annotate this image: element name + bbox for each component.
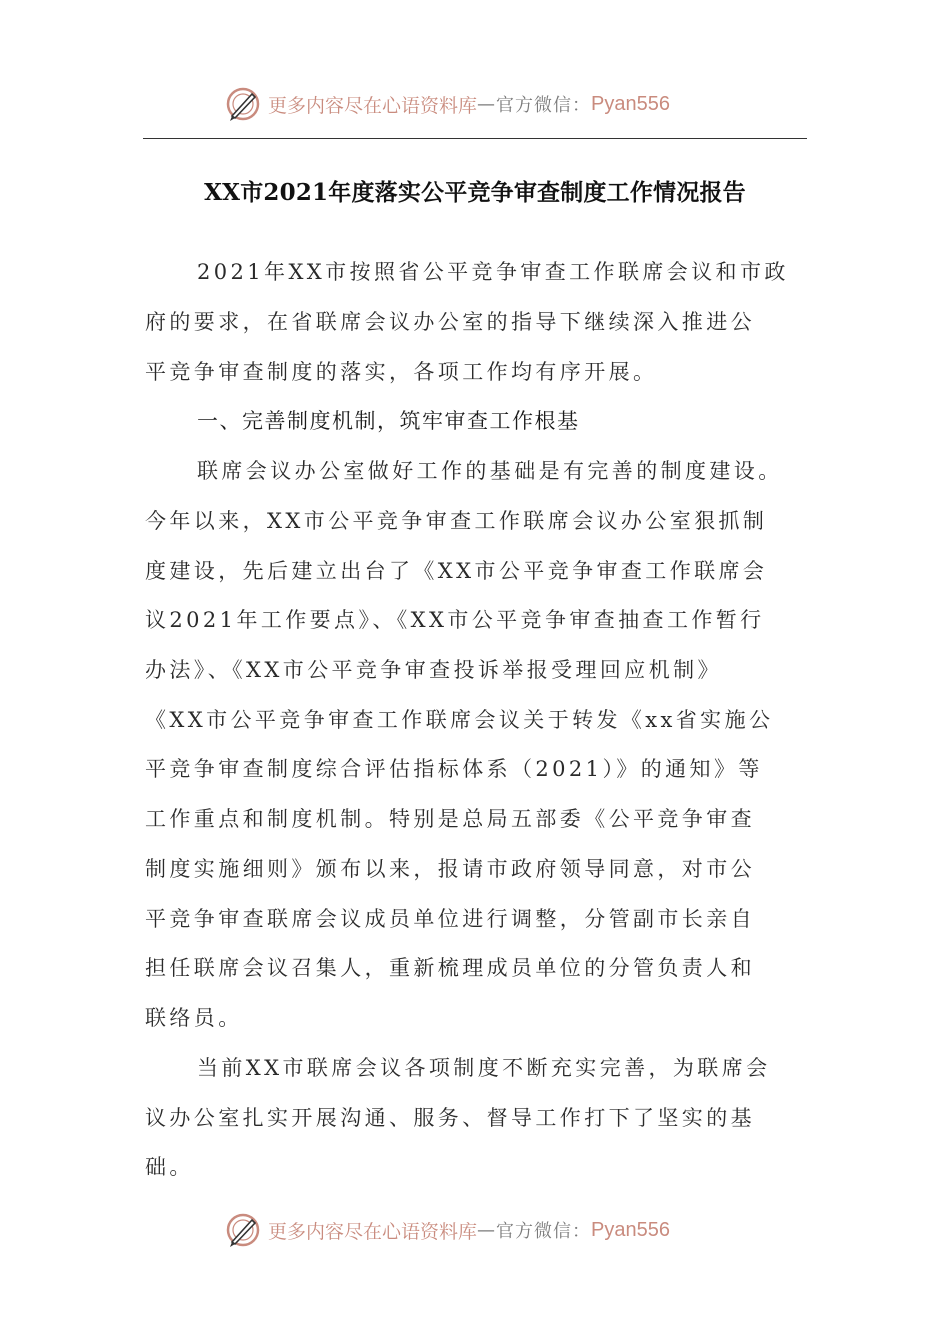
paragraph-2-line: 议2021年工作要点》、《XX市公平竞争审查抽查工作暂行: [145, 608, 765, 632]
footer-watermark-banner: [224, 1210, 744, 1250]
paragraph-3-line: 础。: [145, 1155, 194, 1179]
section-1-heading: 一、完善制度机制，筑牢审查工作根基: [197, 409, 580, 433]
paragraph-1-line: 府的要求，在省联席会议办公室的指导下继续深入推进公: [145, 310, 755, 334]
paragraph-2-line: 度建设，先后建立出台了《XX市公平竞争审查工作联席会: [145, 559, 768, 583]
paragraph-2-line: 《XX市公平竞争审查工作联席会议关于转发《xx省实施公: [145, 708, 774, 732]
banner-brand-text: 更多内容尽在心语资料库: [268, 94, 478, 117]
banner-dash: —: [477, 1219, 497, 1241]
banner-wechat-id: Pyan556: [591, 1218, 670, 1241]
paragraph-2-line: 平竞争审查联席会议成员单位进行调整，分管副市长亲自: [145, 907, 755, 931]
paragraph-2-line: 今年以来，XX市公平竞争审查工作联席会议办公室狠抓制: [145, 509, 768, 533]
banner-dash: —: [477, 93, 497, 115]
paragraph-2-line: 制度实施细则》颁布以来，报请市政府领导同意，对市公: [145, 857, 755, 881]
paragraph-2-line: 担任联席会议召集人，重新梳理成员单位的分管负责人和: [145, 956, 755, 980]
paragraph-2-line: 办法》、《XX市公平竞争审查投诉举报受理回应机制》: [145, 658, 722, 682]
header-divider: [143, 138, 807, 139]
pen-circle-logo-icon: [224, 85, 262, 123]
banner-wechat-id: Pyan556: [591, 92, 670, 115]
paragraph-2-line: 平竞争审查制度综合评估指标体系（2021）》的通知》等: [145, 757, 763, 781]
paragraph-3-line: 当前XX市联席会议各项制度不断充实完善，为联席会: [197, 1056, 771, 1080]
paragraph-2-line: 联络员。: [145, 1006, 243, 1030]
document-title: XX市2021年度落实公平竞争审查制度工作情况报告: [204, 179, 746, 206]
paragraph-2-line: 工作重点和制度机制。特别是总局五部委《公平竞争审查: [145, 807, 755, 831]
banner-brand-text: 更多内容尽在心语资料库: [268, 1220, 478, 1243]
header-watermark-banner: [224, 84, 744, 124]
pen-circle-logo-icon: [224, 1211, 262, 1249]
banner-official-label: 官方微信：: [496, 1221, 592, 1242]
paragraph-1-line: 平竞争审查制度的落实，各项工作均有序开展。: [145, 360, 658, 384]
paragraph-1-line: 2021年XX市按照省公平竞争审查工作联席会议和市政: [197, 260, 789, 284]
banner-official-label: 官方微信：: [496, 95, 592, 116]
paragraph-3-line: 议办公室扎实开展沟通、服务、督导工作打下了坚实的基: [145, 1106, 755, 1130]
paragraph-2-line: 联席会议办公室做好工作的基础是有完善的制度建设。: [197, 459, 783, 483]
